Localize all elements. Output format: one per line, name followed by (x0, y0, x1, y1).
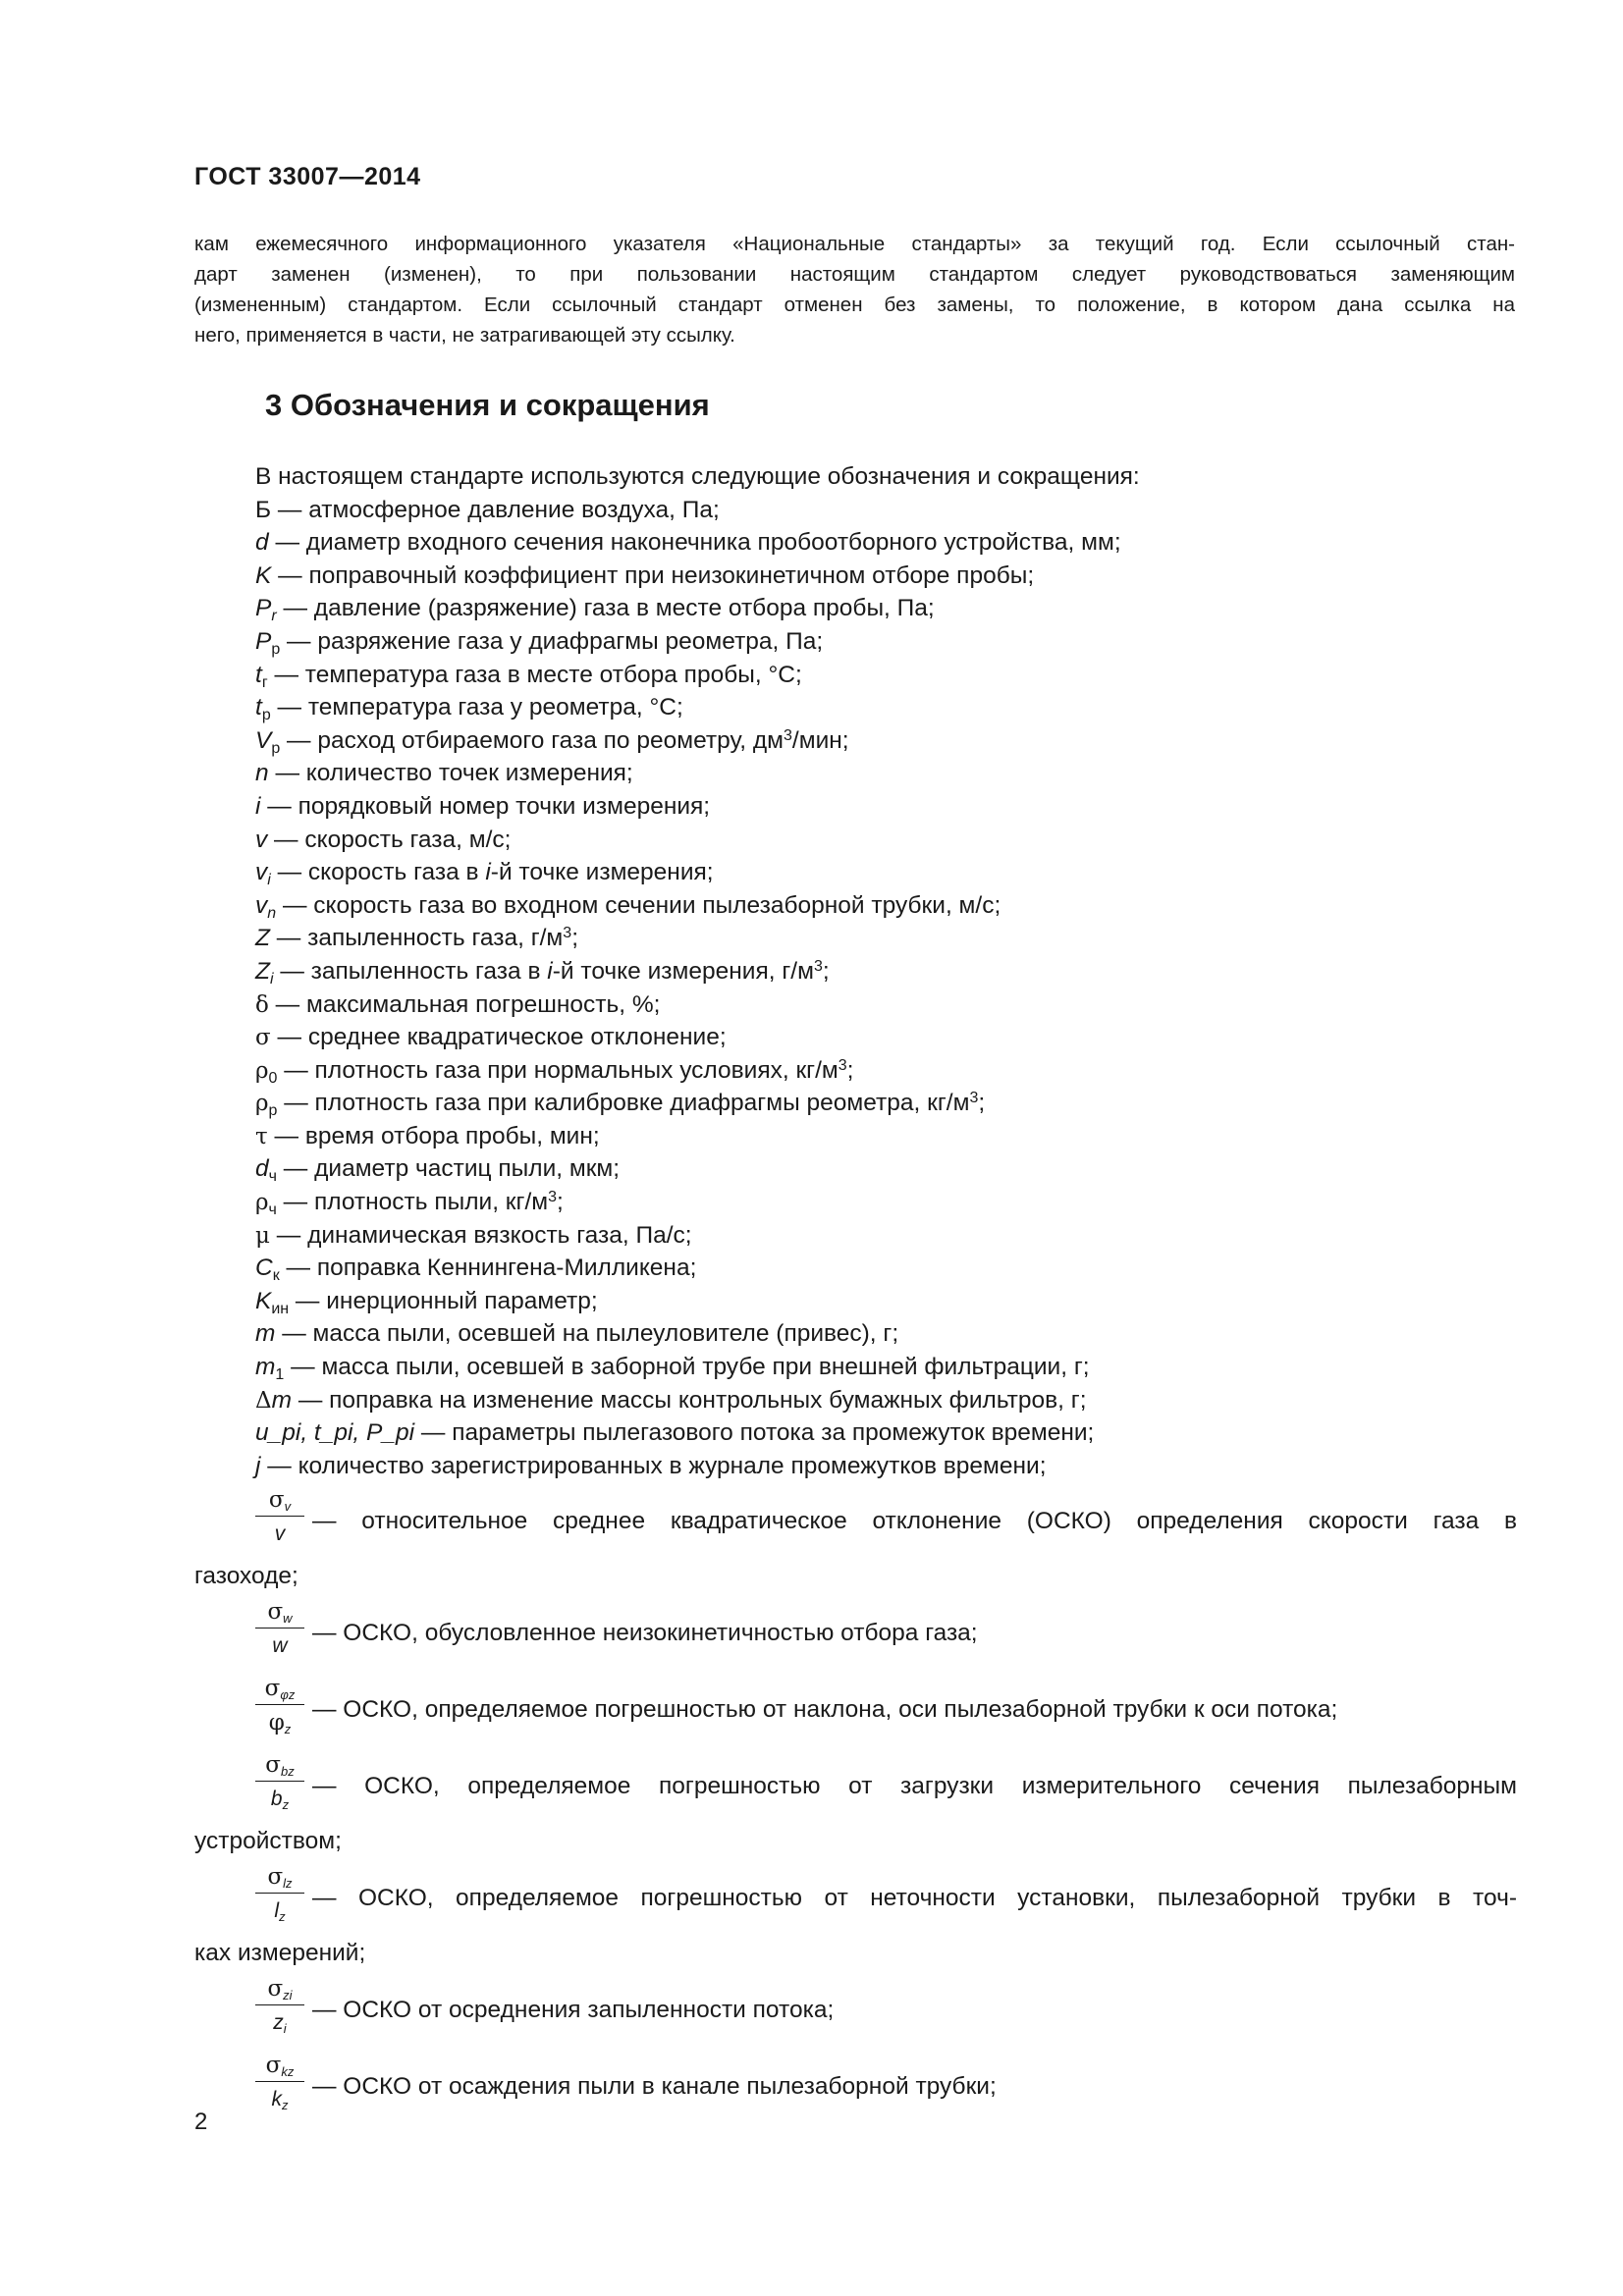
symbol-entry: τ — время отбора пробы, мин; (255, 1122, 600, 1149)
fraction-continuation: ках измерений; (194, 1940, 366, 1967)
fraction: $\sigma_v$ v (255, 1486, 304, 1548)
symbol-entry: v — скорость газа, м/с; (255, 826, 512, 853)
intro-line: него, применяется в части, не затрагивающей эту ссылку. (194, 324, 735, 347)
symbol-entry: i — порядковый номер точки измерения; (255, 792, 711, 820)
intro-paragraph (194, 229, 1515, 350)
flow-params-symbols: u_pi, t_pi, P_pi (255, 1419, 415, 1447)
symbol-entry: d — диаметр входного сечения наконечника пробоотборного устройства, мм; (255, 529, 1121, 557)
fraction: $\sigma_{bz}$ $b_z$ (255, 1751, 304, 1813)
symbol-entry: $\rho_0$ — плотность газа при нормальных условиях, $кг/м^3$; (255, 1056, 854, 1087)
symbol-entry: σ — среднее квадратическое отклонение; (255, 1024, 727, 1051)
symbol-entry: Δm — поправка на изменение массы контрольных бумажных фильтров, г; (255, 1386, 1087, 1414)
fraction-entry: $\sigma_{bz}$ $b_z$ — ОСКО, определяемое погрешностью от загрузки измерительного сечения пылезаборным (255, 1751, 1517, 1824)
intro-line: дарт заменен (изменен), то при пользовании настоящим стандартом следует руководствоваться заменяющим (194, 263, 1515, 286)
symbol-entry: m — масса пыли, осевшей на пылеуловителе (привес), г; (255, 1320, 899, 1348)
symbol-entry: $v_n$ — скорость газа во входном сечении пылезаборной трубки, м/с; (255, 891, 1001, 922)
symbol-entry: $\rho_ч$ — плотность пыли, $кг/м^3$; (255, 1189, 564, 1219)
fraction: $\sigma_{\varphi z}$ $\varphi_z$ (255, 1675, 304, 1736)
fraction-entry: $\sigma_{lz}$ $l_z$ — ОСКО, определяемое погрешностью от неточности установки, пылезаборной трубки в точ- (255, 1863, 1517, 1936)
symbol-entry: $v_i$ — скорость газа в i-й точке измерения; (255, 859, 714, 889)
lead-text: В настоящем стандарте используются следующие обозначения и сокращения: (255, 463, 1140, 490)
section-title: 3 Обозначения и сокращения (265, 388, 710, 422)
symbol-entry: $C_к$ — поправка Кеннингена-Милликена; (255, 1255, 697, 1285)
fraction-entry: $\sigma_{zi}$ $z_i$ — ОСКО от осреднения запыленности потока; (255, 1975, 1517, 2048)
fraction-continuation: устройством; (194, 1828, 342, 1855)
symbol-entry: δ — максимальная погрешность, %; (255, 990, 661, 1018)
intro-line: (измененным) стандартом. Если ссылочный стандарт отменен без замены, то положение, в котором дана ссылка на (194, 294, 1515, 316)
symbol-entry: $\rho_р$ — плотность газа при калибровке диафрагмы реометра, $кг/м^3$; (255, 1090, 986, 1120)
fraction-entry: $\sigma_{kz}$ $k_z$ — ОСКО от осаждения пыли в канале пылезаборной трубки; (255, 2052, 1517, 2124)
symbol-entry: $K_{ин}$ — инерционный параметр; (255, 1287, 598, 1317)
symbol-entry: K — поправочный коэффициент при неизокинетичном отборе пробы; (255, 561, 1035, 589)
fraction: $\sigma_{zi}$ $z_i$ (255, 1975, 304, 2037)
symbol-entry: $t_г$ — температура газа в месте отбора пробы, °С; (255, 661, 802, 691)
fraction-entry: $\sigma_w$ w — ОСКО, обусловленное неизокинетичностью отбора газа; (255, 1598, 1517, 1671)
symbol-entry: j — количество зарегистрированных в журнале промежутков времени; (255, 1452, 1047, 1479)
fraction: $\sigma_{lz}$ $l_z$ (255, 1863, 304, 1925)
page-number: 2 (194, 2109, 208, 2135)
fraction: $\sigma_{kz}$ $k_z$ (255, 2052, 304, 2113)
document-code: ГОСТ 33007—2014 (194, 163, 421, 190)
intro-line: кам ежемесячного информационного указателя «Национальные стандарты» за текущий год. Если ссылочный стан- (194, 233, 1515, 255)
fraction-continuation: газоходе; (194, 1563, 298, 1590)
fraction: $\sigma_w$ w (255, 1598, 304, 1660)
fraction-entry: $\sigma_{\varphi z}$ $\varphi_z$ — ОСКО, определяемое погрешностью от наклона, оси пылезаборной трубки к оси потока; (255, 1675, 1517, 1747)
symbol-entry: $t_р$ — температура газа у реометра, °С; (255, 694, 683, 724)
symbol-entry: n — количество точек измерения; (255, 760, 633, 787)
symbol-entry: Z — запыленность газа, $г/м^3$; (255, 925, 578, 952)
symbols-list (194, 460, 1517, 2124)
symbol-entry: Б — атмосферное давление воздуха, Па; (255, 496, 720, 523)
symbol-entry: $m_1$ — масса пыли, осевшей в заборной трубе при внешней фильтрации, г; (255, 1354, 1090, 1384)
fraction-entry: $\sigma_v$ v — относительное среднее квадратическое отклонение (ОСКО) определения скорости газа в (255, 1486, 1517, 1559)
symbol-entry: u_pi, t_pi, P_pi — параметры пылегазового потока за промежуток времени; (255, 1419, 1095, 1447)
symbol-entry: $P_r$ — давление (разряжение) газа в месте отбора пробы, Па; (255, 595, 935, 625)
symbol-entry: $d_ч$ — диаметр частиц пыли, мкм; (255, 1155, 621, 1186)
symbol-entry: μ — динамическая вязкость газа, Па/с; (255, 1221, 692, 1249)
symbol-entry: $V_р$ — расход отбираемого газа по реометру, $дм^3$/мин; (255, 726, 849, 757)
symbol-entry: $Z_i$ — запыленность газа в i-й точке измерения, $г/м^3$; (255, 957, 830, 988)
symbol-entry: $P_р$ — разряжение газа у диафрагмы реометра, Па; (255, 627, 824, 658)
